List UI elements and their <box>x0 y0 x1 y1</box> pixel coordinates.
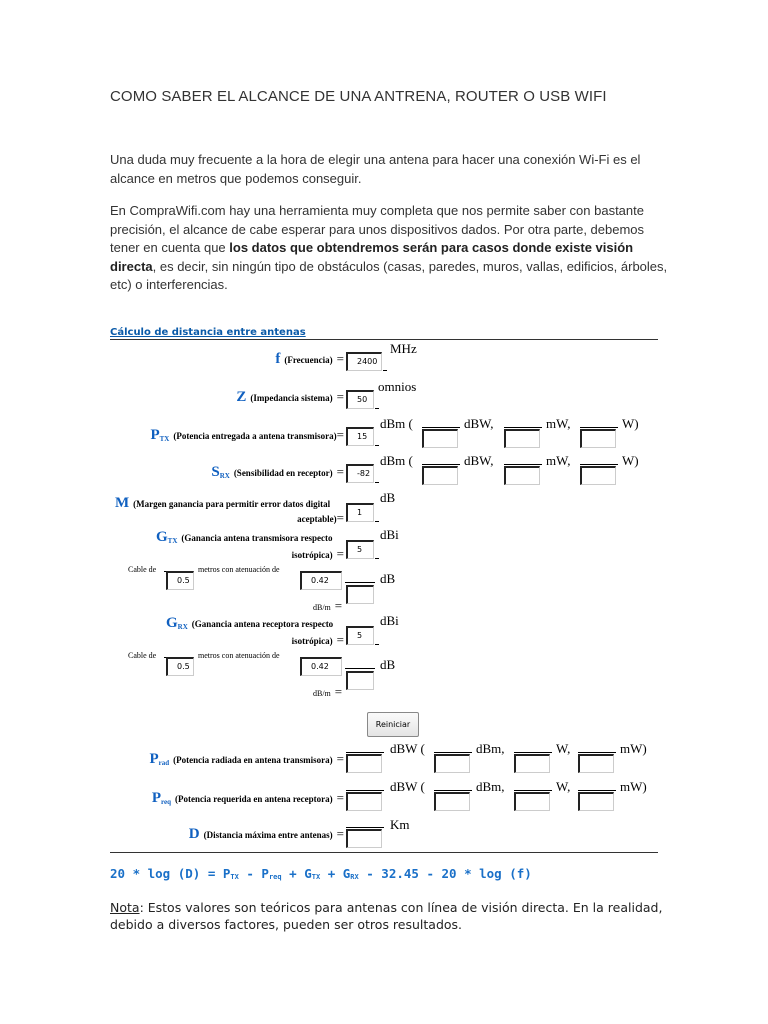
impedance-label <box>236 388 344 406</box>
cable1-mid-label: metros con atenuación de <box>198 565 280 574</box>
preq-label <box>152 789 344 807</box>
freq-symbol: f <box>275 351 281 367</box>
preq-dbw-output[interactable] <box>346 792 382 811</box>
formula-part: 20 * log (D) = P <box>110 866 231 881</box>
freq-input[interactable]: 2400 <box>346 352 382 371</box>
prad-dbw-output[interactable] <box>346 754 382 773</box>
cable2-length-input[interactable]: 0.5 <box>166 657 194 676</box>
prad-desc: (Potencia radiada en antena transmisora) <box>173 755 333 765</box>
blank-line <box>434 752 472 753</box>
ptx-label <box>150 426 344 444</box>
gtx-input[interactable]: 5 <box>346 540 374 559</box>
preq-symbol: P <box>151 790 162 806</box>
preq-dbm-output[interactable] <box>434 792 470 811</box>
ptx-subscript: TX <box>159 435 170 443</box>
equals-sign: = <box>336 351 344 366</box>
formula-subscript: req <box>268 873 282 881</box>
equals-sign: = <box>336 427 344 442</box>
cable2-result-output[interactable] <box>346 671 374 690</box>
distance-label <box>189 825 344 843</box>
impedance-desc: (Impedancia sistema) <box>250 393 333 403</box>
preq-unit-dbm: dBm, <box>476 779 505 794</box>
formula-subscript: TX <box>230 873 239 881</box>
gtx-subscript: TX <box>167 537 178 545</box>
prad-unit-dbm: dBm, <box>476 741 505 756</box>
blank-line <box>504 427 542 428</box>
preq-desc: (Potencia requerida en antena receptora) <box>175 794 333 804</box>
formula-part: - 32.45 - 20 * log (f) <box>358 866 532 881</box>
cable1-result-output[interactable] <box>346 585 374 604</box>
blank-line <box>578 752 616 753</box>
ptx-unit-w: W) <box>622 416 639 431</box>
equals-sign: = <box>336 510 344 525</box>
ptx-w-output[interactable] <box>580 429 616 448</box>
srx-label <box>211 463 344 481</box>
blank-line <box>580 427 618 428</box>
ptx-desc: (Potencia entregada a antena transmisora) <box>173 431 337 441</box>
distance-unit: Km <box>390 817 410 832</box>
ptx-dbw-output[interactable] <box>422 429 458 448</box>
srx-unit-dbw: dBW, <box>464 453 494 468</box>
prad-w-output[interactable] <box>514 754 550 773</box>
srx-subscript: RX <box>219 472 230 480</box>
grx-desc-2: isotrópica) <box>291 636 333 646</box>
formula-part: - P <box>238 866 269 881</box>
equals-sign: = <box>336 790 344 805</box>
margin-symbol: M <box>115 495 130 511</box>
preq-w-output[interactable] <box>514 792 550 811</box>
prad-mw-output[interactable] <box>578 754 614 773</box>
srx-mw-output[interactable] <box>504 466 540 485</box>
grx-symbol: G <box>166 615 178 631</box>
blank-line <box>375 558 379 559</box>
blank-line <box>422 427 460 428</box>
cable2-label: Cable de <box>128 651 157 660</box>
calculator-title[interactable]: Cálculo de distancia entre antenas <box>110 327 306 338</box>
margin-input[interactable]: 1 <box>346 503 374 522</box>
reset-button[interactable]: Reiniciar <box>367 712 419 737</box>
margin-desc-2: aceptable) <box>297 514 337 524</box>
distance-output[interactable] <box>346 829 382 848</box>
equals-sign: = <box>336 464 344 479</box>
equals-sign: = <box>336 546 344 561</box>
prad-unit-mw: mW) <box>620 741 647 756</box>
srx-unit: dBm ( <box>380 453 413 468</box>
freq-label <box>275 350 344 368</box>
srx-unit-mw: mW, <box>546 453 571 468</box>
formula-part: + G <box>281 866 312 881</box>
prad-symbol: P <box>149 751 159 767</box>
intro-text-end: , es decir, sin ningún tipo de obstáculos (casas, paredes, muros, vallas, edificios, árboles, etc) o interferencias. <box>110 258 668 292</box>
srx-input[interactable]: -82 <box>346 464 374 483</box>
preq-unit: dBW ( <box>390 779 425 794</box>
intro-paragraph-2 <box>110 202 670 295</box>
cable1-unit: dB <box>380 571 396 586</box>
blank-line <box>375 408 379 409</box>
grx-subscript: RX <box>177 623 188 631</box>
prad-dbm-output[interactable] <box>434 754 470 773</box>
intro-paragraph-1: Una duda muy frecuente a la hora de elegir una antena para hacer una conexión Wi-Fi es el alcance en metros que podemos conseguir. <box>110 152 641 186</box>
margin-desc: (Margen ganancia para permitir error datos digital <box>133 499 331 509</box>
equals-sign: = <box>336 389 344 404</box>
srx-desc: (Sensibilidad en receptor) <box>233 468 333 478</box>
blank-line <box>434 790 472 791</box>
prad-subscript: rad <box>158 759 170 767</box>
cable1-length-input[interactable]: 0.5 <box>166 571 194 590</box>
gtx-symbol: G <box>156 529 168 545</box>
gtx-desc: (Ganancia antena transmisora respecto <box>181 533 333 543</box>
equals-sign: = <box>336 826 344 841</box>
formula-subscript: RX <box>350 873 359 881</box>
cable1-per-label <box>313 597 342 615</box>
preq-unit-mw: mW) <box>620 779 647 794</box>
grx-label <box>166 614 333 632</box>
blank-line <box>578 790 616 791</box>
calculator-top-rule <box>110 339 658 340</box>
impedance-unit: omnios <box>378 379 417 394</box>
intro-text-start: En CompraWifi.com hay una herramienta muy completa que nos permite saber con bastante precisión, el alcance de cabe esperar para unos dispositivos dados. Por otra parte, debemos tener en cuenta que <box>110 203 645 255</box>
freq-desc: (Frecuencia) <box>284 355 333 365</box>
blank-line <box>514 790 552 791</box>
ptx-unit: dBm ( <box>380 416 413 431</box>
preq-unit-w: W, <box>556 779 571 794</box>
equals-sign: = <box>336 751 344 766</box>
grx-label-line2 <box>292 631 344 649</box>
range-formula <box>110 866 532 881</box>
note-text: : Estos valores son teóricos para antenas con línea de visión directa. En la realidad, debido a diversos factores, pueden ser otros resultados. <box>110 900 663 932</box>
grx-desc: (Ganancia antena receptora respecto <box>191 619 334 629</box>
blank-line <box>375 521 379 522</box>
srx-dbw-output[interactable] <box>422 466 458 485</box>
cable2-per-label <box>313 683 342 701</box>
cable2-per: dB/m <box>313 689 331 698</box>
note-paragraph <box>110 899 670 933</box>
distance-symbol: D <box>188 826 200 842</box>
cable1-attenuation-input[interactable]: 0.42 <box>300 571 342 590</box>
preq-subscript: req <box>161 798 172 806</box>
gtx-unit: dBi <box>380 527 399 542</box>
blank-line <box>346 827 384 828</box>
cable2-attenuation-input[interactable]: 0.42 <box>300 657 342 676</box>
blank-line <box>375 482 379 483</box>
gtx-label-line2 <box>292 545 344 563</box>
ptx-mw-output[interactable] <box>504 429 540 448</box>
formula-part: + G <box>320 866 351 881</box>
cable1-label: Cable de <box>128 565 157 574</box>
equals-sign: = <box>334 598 343 613</box>
prad-label <box>149 750 344 768</box>
srx-unit-w: W) <box>622 453 639 468</box>
preq-mw-output[interactable] <box>578 792 614 811</box>
ptx-symbol: P <box>150 427 160 443</box>
blank-line <box>375 445 379 446</box>
blank-line <box>375 644 379 645</box>
cable2-unit: dB <box>380 657 396 672</box>
blank-line <box>345 582 375 583</box>
cable1-per: dB/m <box>313 603 331 612</box>
intro-text-bold: los datos que obtendremos serán para casos donde existe visión directa <box>110 240 634 274</box>
prad-unit: dBW ( <box>390 741 425 756</box>
ptx-unit-dbw: dBW, <box>464 416 494 431</box>
margin-label-line2 <box>297 509 344 527</box>
calculator-bottom-rule <box>110 852 658 853</box>
blank-line <box>514 752 552 753</box>
freq-unit: MHz <box>390 341 417 356</box>
page-title: COMO SABER EL ALCANCE DE UNA ANTRENA, ROUTER O USB WIFI <box>110 88 607 105</box>
srx-w-output[interactable] <box>580 466 616 485</box>
impedance-input[interactable]: 50 <box>346 390 374 409</box>
equals-sign: = <box>336 632 344 647</box>
formula-subscript: TX <box>311 873 321 881</box>
srx-symbol: S <box>211 464 220 480</box>
blank-line <box>346 752 384 753</box>
ptx-unit-mw: mW, <box>546 416 571 431</box>
grx-input[interactable]: 5 <box>346 626 374 645</box>
equals-sign: = <box>334 684 343 699</box>
gtx-desc-2: isotrópica) <box>291 550 333 560</box>
note-label: Nota <box>110 900 140 915</box>
gtx-label <box>156 528 332 546</box>
cable2-mid-label: metros con atenuación de <box>198 651 280 660</box>
blank-line <box>504 464 542 465</box>
blank-line <box>346 790 384 791</box>
grx-unit: dBi <box>380 613 399 628</box>
prad-unit-w: W, <box>556 741 571 756</box>
ptx-input[interactable]: 15 <box>346 427 374 446</box>
blank-line <box>580 464 618 465</box>
distance-desc: (Distancia máxima entre antenas) <box>203 830 333 840</box>
margin-unit: dB <box>380 490 396 505</box>
blank-line <box>422 464 460 465</box>
impedance-symbol: Z <box>236 389 247 405</box>
blank-line <box>345 668 375 669</box>
blank-line <box>383 370 387 371</box>
